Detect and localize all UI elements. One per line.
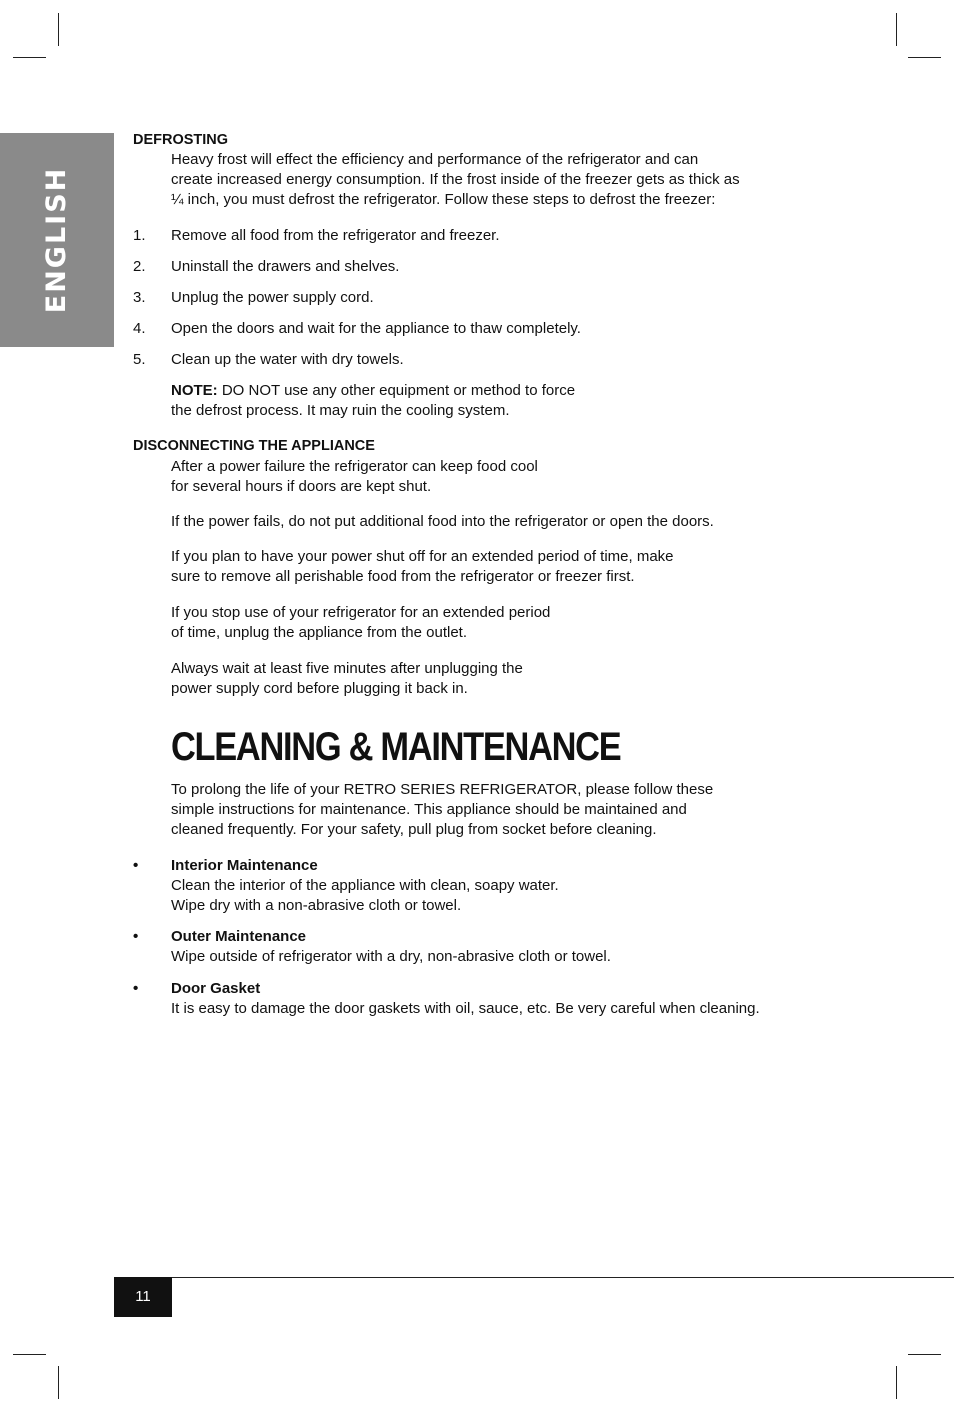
crop-mark — [896, 13, 897, 46]
bullet-marker: • — [133, 980, 139, 997]
maintenance-item-door-gasket: Door Gasket It is easy to damage the door gaskets with oil, sauce, etc. Be very careful when cleaning. — [171, 980, 760, 1017]
disconnect-paragraph: After a power failure the refrigerator can keep food cool for several hours if doors are kept shut. — [171, 458, 538, 495]
disconnect-paragraph: If you plan to have your power shut off for an extended period of time, make sure to remove all perishable food from the refrigerator or freezer first. — [171, 548, 674, 585]
crop-mark — [908, 1354, 941, 1355]
bullet-marker: • — [133, 928, 139, 945]
disconnect-paragraph: If the power fails, do not put additional food into the refrigerator or open the doors. — [171, 513, 714, 530]
step-number: 4. — [133, 320, 146, 337]
step-text: Clean up the water with dry towels. — [171, 351, 404, 368]
disconnecting-heading: DISCONNECTING THE APPLIANCE — [133, 438, 375, 454]
crop-mark — [13, 1354, 46, 1355]
step-text: Unplug the power supply cord. — [171, 289, 374, 306]
step-text: Open the doors and wait for the appliance to thaw completely. — [171, 320, 581, 337]
step-number: 3. — [133, 289, 146, 306]
defrosting-intro: Heavy frost will effect the efficiency and performance of the refrigerator and can create increased energy consumption. If the frost inside of the freezer gets as thick as ¼ inch, you must defrost the refrigerator. Follow these steps to defrost the freezer: — [171, 151, 740, 208]
maintenance-item-outer: Outer Maintenance Wipe outside of refrigerator with a dry, non-abrasive cloth or towel. — [171, 928, 611, 965]
disconnect-paragraph: Always wait at least five minutes after unplugging the power supply cord before plugging it back in. — [171, 660, 523, 697]
bullet-marker: • — [133, 857, 139, 874]
step-number: 5. — [133, 351, 146, 368]
note-label: NOTE: — [171, 382, 218, 399]
cleaning-intro: To prolong the life of your RETRO SERIES REFRIGERATOR, please follow these simple instructions for maintenance. This appliance should be maintained and cleaned frequently. For your safety, pull plug from socket before cleaning. — [171, 781, 714, 838]
step-number: 2. — [133, 258, 146, 275]
step-text: Remove all food from the refrigerator and freezer. — [171, 227, 500, 244]
crop-mark — [896, 1366, 897, 1399]
step-text: Uninstall the drawers and shelves. — [171, 258, 400, 275]
language-label: ENGLISH — [41, 166, 72, 314]
crop-mark — [58, 13, 59, 46]
disconnect-paragraph: If you stop use of your refrigerator for an extended period of time, unplug the appliance from the outlet. — [171, 604, 551, 641]
defrosting-heading: DEFROSTING — [133, 132, 229, 148]
language-side-tab — [0, 133, 114, 347]
cleaning-title: CLEANING & MAINTENANCE — [171, 725, 621, 769]
crop-mark — [58, 1366, 59, 1399]
step-number: 1. — [133, 227, 146, 244]
crop-mark — [13, 57, 46, 58]
footer-rule — [114, 1277, 954, 1278]
crop-mark — [908, 57, 941, 58]
page-number: 11 — [114, 1277, 172, 1317]
maintenance-item-interior: Interior Maintenance Clean the interior of the appliance with clean, soapy water. Wipe dry with a non-abrasive cloth or towel. — [171, 857, 559, 914]
defrost-note: NOTE: DO NOT use any other equipment or method to force the defrost process. It may ruin the cooling system. — [171, 382, 576, 419]
